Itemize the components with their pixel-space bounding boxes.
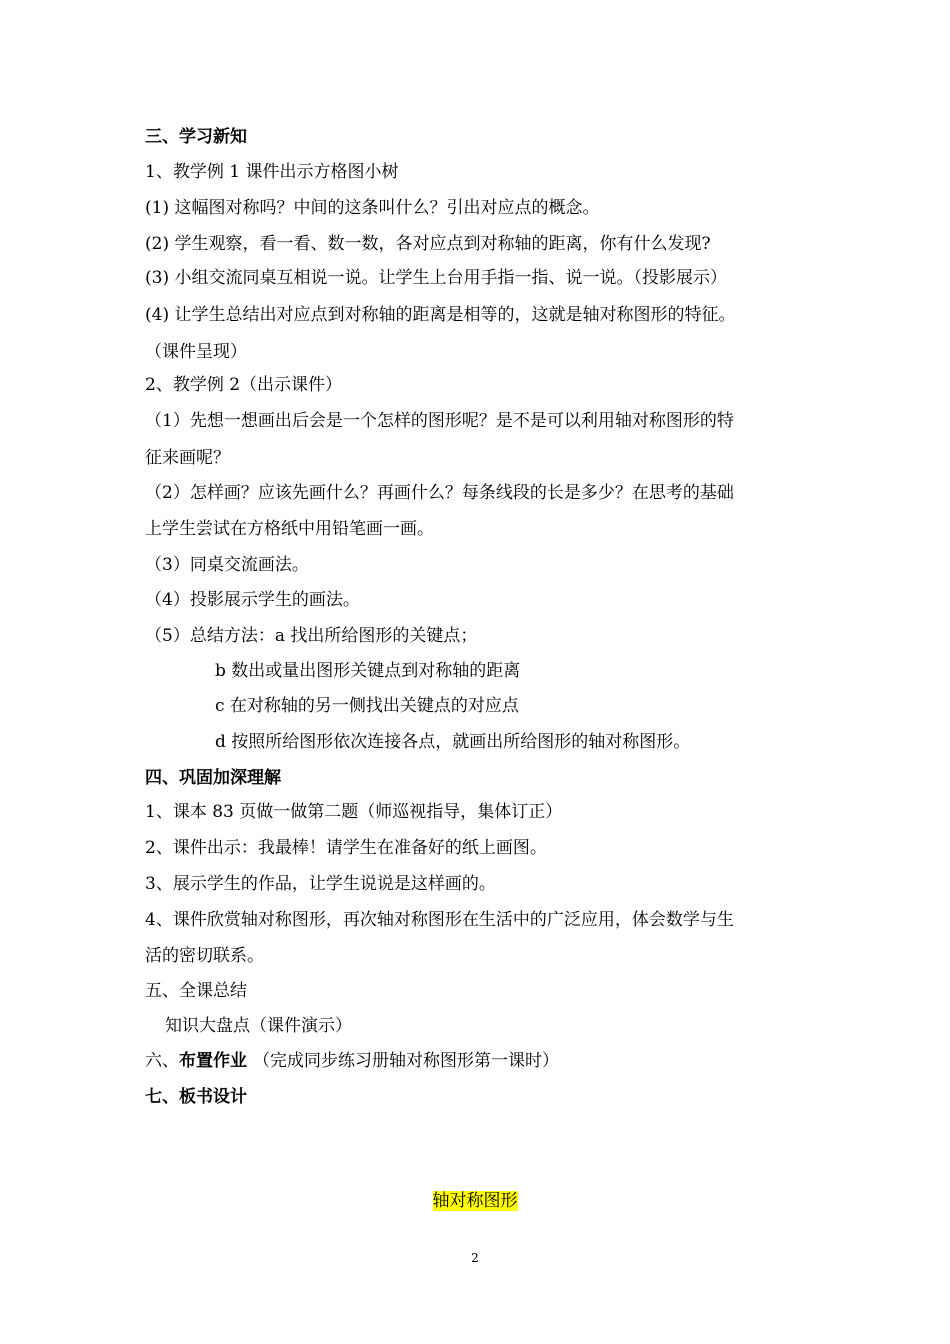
- text-line: 2、课件出示：我最棒！请学生在准备好的纸上画图。: [145, 838, 547, 858]
- section-6-prefix: 六、: [145, 1051, 179, 1071]
- section-5-heading: 五、全课总结: [145, 981, 247, 1001]
- text-line: 上学生尝试在方格纸中用铅笔画一画。: [145, 519, 434, 539]
- section-6-heading: [145, 1051, 559, 1071]
- section-6-note: （完成同步练习册轴对称图形第一课时）: [253, 1051, 559, 1071]
- text-line: 活的密切联系。: [145, 946, 264, 966]
- section-3-heading: 三、学习新知: [145, 127, 247, 147]
- text-line: 征来画呢？: [145, 448, 230, 468]
- section-7-heading: 七、板书设计: [145, 1087, 247, 1107]
- text-line: （2）怎样画？应该先画什么？再画什么？每条线段的长是多少？在思考的基础: [145, 483, 734, 503]
- text-line: (4) 让学生总结出对应点到对称轴的距离是相等的，这就是轴对称图形的特征。: [145, 305, 736, 325]
- text-line: （5）总结方法：a 找出所给图形的关键点；: [145, 626, 478, 646]
- text-line: 知识大盘点（课件演示）: [165, 1016, 352, 1036]
- text-line: b 数出或量出图形关键点到对称轴的距离: [215, 661, 521, 681]
- text-line: (1) 这幅图对称吗？中间的这条叫什么？引出对应点的概念。: [145, 198, 600, 218]
- text-line: 3、展示学生的作品，让学生说说是这样画的。: [145, 874, 496, 894]
- text-line: c 在对称轴的另一侧找出关键点的对应点: [215, 696, 519, 716]
- text-line: d 按照所给图形依次连接各点，就画出所给图形的轴对称图形。: [215, 732, 691, 752]
- page-number: 2: [471, 1251, 479, 1265]
- text-line: （4）投影展示学生的画法。: [145, 590, 360, 610]
- text-line: (2) 学生观察，看一看、数一数，各对应点到对称轴的距离，你有什么发现?: [145, 234, 711, 254]
- board-design-title-wrapper: [0, 1191, 950, 1211]
- text-line: 4、课件欣赏轴对称图形，再次轴对称图形在生活中的广泛应用，体会数学与生: [145, 910, 734, 930]
- section-6-bold-title: 布置作业: [179, 1051, 247, 1071]
- text-line: 1、课本 83 页做一做第二题（师巡视指导，集体订正）: [145, 802, 563, 822]
- text-line: （课件呈现）: [145, 342, 247, 362]
- text-line: 1、教学例 1 课件出示方格图小树: [145, 162, 399, 182]
- board-design-title: 轴对称图形: [432, 1191, 518, 1211]
- text-line: 2、教学例 2（出示课件）: [145, 375, 343, 395]
- text-line: (3) 小组交流同桌互相说一说。让学生上台用手指一指、说一说。（投影展示）: [145, 268, 727, 288]
- text-line: （3）同桌交流画法。: [145, 555, 309, 575]
- text-line: （1）先想一想画出后会是一个怎样的图形呢？是不是可以利用轴对称图形的特: [145, 411, 734, 431]
- section-4-heading: 四、巩固加深理解: [145, 768, 281, 788]
